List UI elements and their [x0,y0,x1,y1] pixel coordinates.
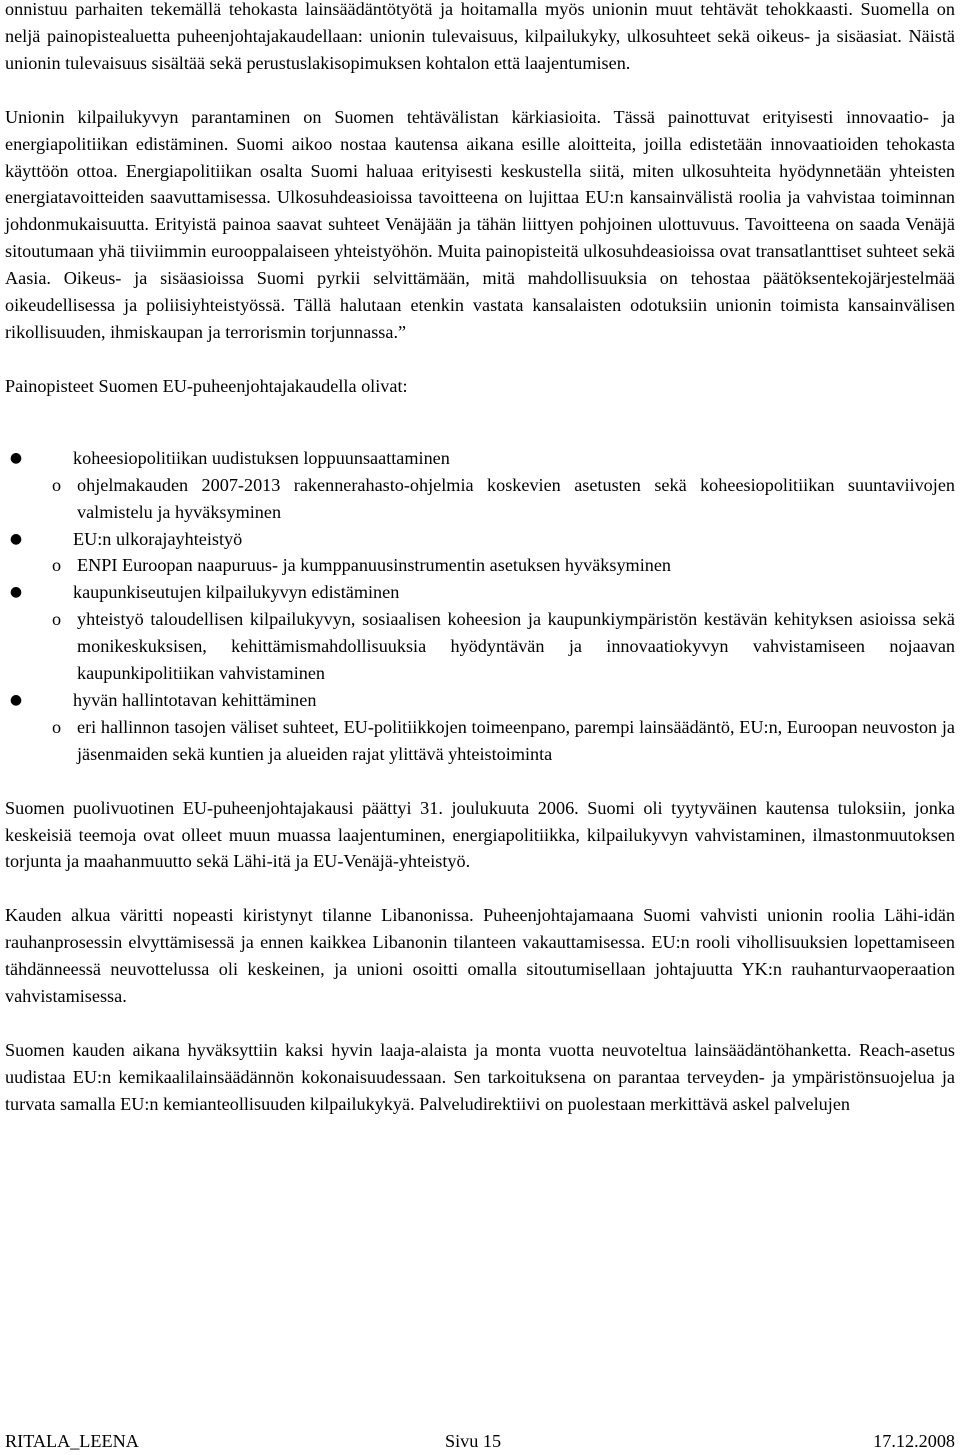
sub-list-item [5,552,955,579]
sub-list-item [5,714,955,768]
closing-paragraph-2: Kauden alkua väritti nopeasti kiristynyt tilanne Libanonissa. Puheenjohtajamaana Suomi vahvisti unionin roolia Lähi-idän rauhanprosessin elvyttämisessä ja ennen kaikkea Libanonin tilanteen vakauttamisessa. EU:n rooli vihollisuuksien lopettamiseen tähdänneessä neuvottelussa oli keskeinen, ja unioni osoitti omalla sitoutumisellaan johtajuutta YK:n rauhanturvaoperaation vahvistamisessa. [5,905,955,1007]
page-footer [5,1428,955,1455]
sub-list [5,472,955,526]
intro-paragraph-1: onnistuu parhaiten tekemällä tehokasta lainsäädäntötyötä ja hoitamalla myös unionin muut tehtävät tehokkaasti. Suomella on neljä painopistealuetta puheenjohtajakaudellaan: unionin tulevaisuus, kilpailukyky, ulkosuhteet sekä oikeus- ja sisäasiat. Näistä unionin tulevaisuus sisältää sekä perustuslakisopimuksen kohtalon että laajentumisen. [5,0,955,73]
priority-label: koheesiopolitiikan uudistuksen loppuunsaattaminen [73,447,450,468]
sub-bullet-icon: o [52,474,62,495]
priority-label: EU:n ulkorajayhteistyö [73,528,243,549]
sub-list [5,552,955,579]
intro-paragraph-2: Unionin kilpailukyvyn parantaminen on Suomen tehtävälistan kärkiasioita. Tässä painottuvat erityisesti innovaatio- ja energiapolitiikan edistäminen. Suomi aikoo nostaa kautensa aikana esille aloitteita, joilla edistetään innovaatioiden tehokasta käyttöön ottoa. Energiapolitiikan osalta Suomi haluaa erityisesti keskustella siitä, miten ulkosuhteita hyödynnetään yhteisten energiatavoitteiden saavuttamisessa. Ulkosuhdeasioissa tavoitteena on lujittaa EU:n kansainvälistä roolia ja vahvistaa toiminnan johdonmukaisuutta. Erityistä painoa saavat suhteet Venäjään ja tähän liittyen pohjoinen ulottuvuus. Tavoitteena on saada Venäjä sitoutumaan yhä tiiviimmin eurooppalaiseen yhteistyöhön. Muita painopisteitä ulkosuhdeasioissa ovat transatlanttiset suhteet sekä Aasia. Oikeus- ja sisäasioissa Suomi pyrkii selvittämään, mitä mahdollisuuksia on tehostaa päätöksentekojärjestelmää oikeudellisessa ja poliisiyhteistyössä. Tällä halutaan etenkin vastata kansalaisten odotuksiin unionin toimista kansainvälisen rikollisuuden, ihmiskaupan ja terrorismin torjunnassa.” [5,106,955,342]
list-item [5,526,955,580]
priorities-heading: Painopisteet Suomen EU-puheenjohtajakaudella olivat: [5,375,408,396]
priorities-list [5,445,955,768]
sub-list-item [5,472,955,526]
footer-page-number: Sivu 15 [445,1431,502,1451]
paragraph-spacer [5,346,955,373]
paragraph-spacer [5,427,955,445]
sub-bullet-icon: o [52,609,62,630]
document-page [5,0,955,1118]
list-item [5,687,955,768]
paragraph-spacer [5,400,955,427]
closing-paragraph-1: Suomen puolivuotinen EU-puheenjohtajakausi päättyi 31. joulukuuta 2006. Suomi oli tyytyväinen kautensa tuloksiin, jonka keskeisiä teemoja ovat olleet muun muassa laajentuminen, energiapolitiikka, kilpailukyvyn vahvistaminen, ilmastonmuutoksen torjunta ja maahanmuutto sekä Lähi-itä ja EU-Venäjä-yhteistyö. [5,797,955,872]
priority-label: hyvän hallintotavan kehittäminen [73,689,317,710]
sub-list [5,606,955,687]
sub-item-text: yhteistyö taloudellisen kilpailukyvyn, sosiaalisen koheesion ja kaupunkiympäristön kestävän kehityksen asioissa sekä monikeskuksisen, kehittämismahdollisuuksia hyödyntävän ja innovaatiokyvyn vahvistamiseen nojaavan kaupunkipolitiikan vahvistaminen [77,609,955,684]
sub-bullet-icon: o [52,555,62,576]
sub-list [5,714,955,768]
sub-item-text: ENPI Euroopan naapuruus- ja kumppanuusinstrumentin asetuksen hyväksyminen [77,555,672,576]
paragraph-spacer [5,1010,955,1037]
paragraph-spacer [5,768,955,795]
bullet-icon: ● [9,449,23,466]
bullet-icon: ● [9,691,23,708]
sub-item-text: ohjelmakauden 2007-2013 rakennerahasto-ohjelmia koskevien asetusten sekä koheesiopolitiikan suuntaviivojen valmistelu ja hyväksyminen [77,474,955,522]
sub-list-item [5,606,955,687]
sub-bullet-icon: o [52,716,62,737]
footer-author: RITALA_LEENA [5,1431,139,1451]
list-item [5,445,955,526]
closing-paragraph-3: Suomen kauden aikana hyväksyttiin kaksi hyvin laaja-alaista ja monta vuotta neuvoteltua lainsäädäntöhanketta. Reach-asetus uudistaa EU:n kemikaalilainsäädännön kokonaisuudessaan. Sen tarkoituksena on parantaa terveyden- ja ympäristönsuojelua ja turvata samalla EU:n kemianteollisuuden kilpailukykyä. Palveludirektiivi on puolestaan merkittävä askel palvelujen [5,1040,955,1114]
bullet-icon: ● [9,530,23,547]
list-item [5,579,955,687]
bullet-icon: ● [9,584,23,601]
footer-date: 17.12.2008 [873,1431,955,1451]
paragraph-spacer [5,875,955,902]
priority-label: kaupunkiseutujen kilpailukyvyn edistäminen [73,582,400,603]
sub-item-text: eri hallinnon tasojen väliset suhteet, EU-politiikkojen toimeenpano, parempi lainsäädäntö, EU:n, Euroopan neuvoston ja jäsenmaiden sekä kuntien ja alueiden rajat ylittävä yhteistoiminta [77,716,955,764]
paragraph-spacer [5,77,955,104]
